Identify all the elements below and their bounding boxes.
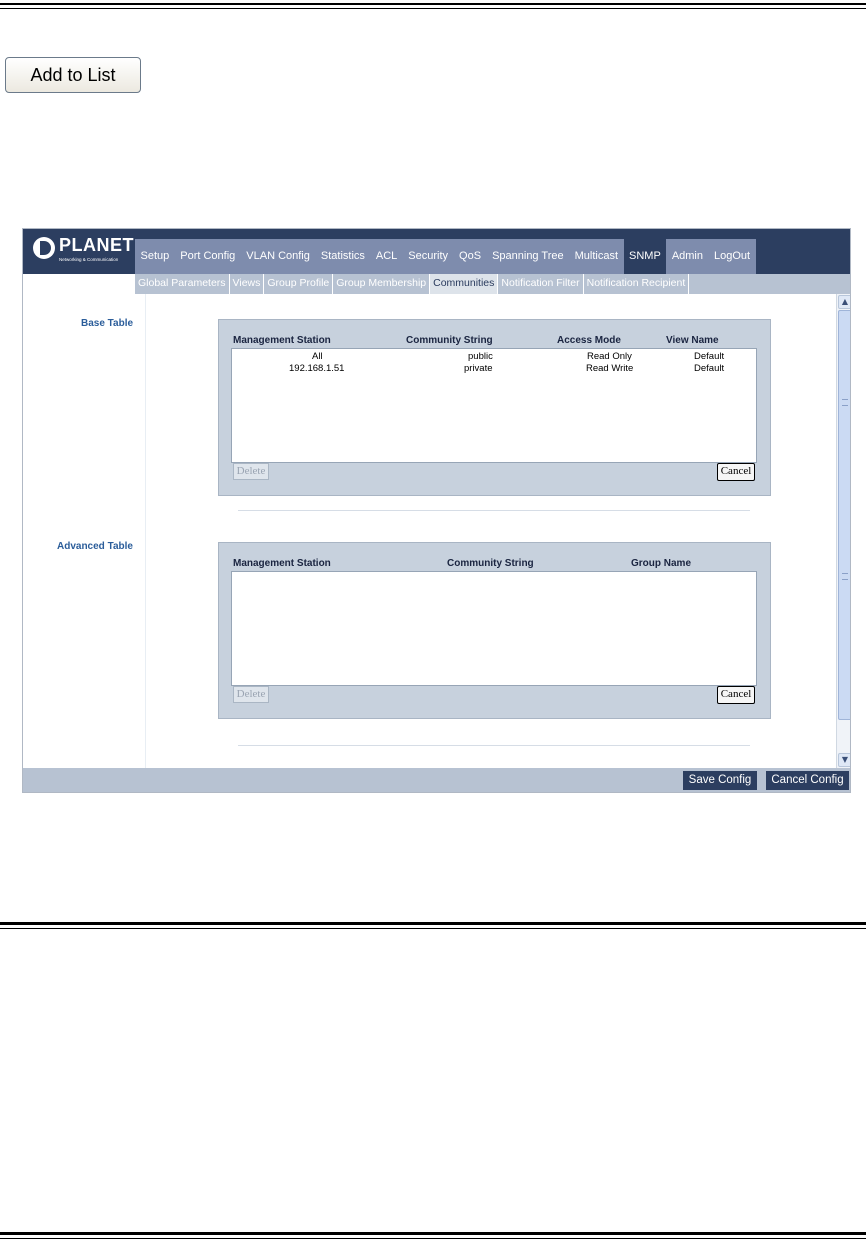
bottom-rule-thin [0, 1238, 866, 1239]
nav-admin[interactable]: Admin [671, 250, 703, 262]
nav-setup[interactable]: Setup [140, 250, 170, 262]
top-bar [23, 229, 851, 274]
divider [238, 745, 750, 746]
tab-notification-recipient[interactable]: Notification Recipient [584, 274, 690, 294]
nav-snmp[interactable]: SNMP [624, 239, 667, 274]
base-table-label: Base Table [81, 318, 134, 329]
main-nav [135, 239, 756, 274]
sub-nav [135, 274, 851, 294]
section-rule [0, 922, 866, 925]
table-cell[interactable]: private [464, 363, 493, 374]
nav-vlan-config[interactable]: VLAN Config [246, 250, 310, 262]
table-cell[interactable]: All [312, 351, 323, 362]
adv-header-group-name: Group Name [631, 558, 692, 569]
planet-logo-icon [33, 237, 55, 259]
tab-group-profile[interactable]: Group Profile [264, 274, 333, 294]
tab-global-parameters[interactable]: Global Parameters [135, 274, 230, 294]
nav-port-config[interactable]: Port Config [180, 250, 236, 262]
scrollbar-thumb[interactable] [838, 310, 851, 720]
adv-header-management-station: Management Station [233, 558, 331, 569]
adv-header-community-string: Community String [447, 558, 534, 569]
base-table-list[interactable] [231, 348, 757, 463]
advanced-table-panel [218, 542, 771, 719]
nav-statistics[interactable]: Statistics [320, 250, 365, 262]
base-header-management-station: Management Station [233, 335, 331, 346]
save-config-button[interactable]: Save Config [683, 771, 757, 790]
cancel-config-button[interactable]: Cancel Config [766, 771, 849, 790]
advanced-delete-button[interactable]: Delete [233, 686, 269, 703]
grip-icon [842, 573, 848, 580]
base-table-panel [218, 319, 771, 496]
tab-communities[interactable]: Communities [430, 274, 498, 294]
table-cell[interactable]: public [468, 351, 493, 362]
tab-group-membership[interactable]: Group Membership [333, 274, 430, 294]
scroll-up-icon[interactable]: ▲ [838, 295, 851, 309]
section-rule-thin [0, 928, 866, 929]
vertical-scrollbar[interactable] [836, 294, 851, 768]
base-header-community-string: Community String [406, 335, 493, 346]
app-screenshot [22, 228, 851, 793]
tab-notification-filter[interactable]: Notification Filter [498, 274, 583, 294]
grip-icon [842, 399, 848, 406]
table-cell[interactable]: Read Only [587, 351, 632, 362]
add-to-list-button[interactable]: Add to List [5, 57, 141, 93]
base-delete-button[interactable]: Delete [233, 463, 269, 480]
top-rule-thin [0, 8, 866, 9]
table-cell[interactable]: Default [694, 351, 725, 362]
base-header-view-name: View Name [666, 335, 719, 346]
planet-logo [33, 235, 137, 269]
advanced-table-label: Advanced Table [57, 541, 133, 552]
logo-name: PLANET [59, 235, 134, 255]
left-pane [23, 294, 146, 768]
nav-logout[interactable]: LogOut [714, 250, 751, 262]
nav-qos[interactable]: QoS [459, 250, 482, 262]
nav-spanning-tree[interactable]: Spanning Tree [492, 250, 564, 262]
logo-tagline: Networking & Communication [59, 257, 119, 262]
table-cell[interactable]: 192.168.1.51 [289, 363, 345, 374]
scroll-down-icon[interactable]: ▼ [838, 753, 851, 767]
table-cell[interactable]: Read Write [586, 363, 634, 374]
divider [238, 510, 750, 511]
base-header-access-mode: Access Mode [557, 335, 621, 346]
nav-multicast[interactable]: Multicast [574, 250, 619, 262]
advanced-table-list[interactable] [231, 571, 757, 686]
table-cell[interactable]: Default [694, 363, 725, 374]
nav-acl[interactable]: ACL [375, 250, 398, 262]
footer-bar [23, 768, 851, 793]
base-cancel-button[interactable]: Cancel [717, 463, 755, 481]
bottom-rule [0, 1232, 866, 1235]
top-rule [0, 3, 866, 5]
nav-security[interactable]: Security [408, 250, 449, 262]
advanced-cancel-button[interactable]: Cancel [717, 686, 755, 704]
tab-views[interactable]: Views [230, 274, 265, 294]
